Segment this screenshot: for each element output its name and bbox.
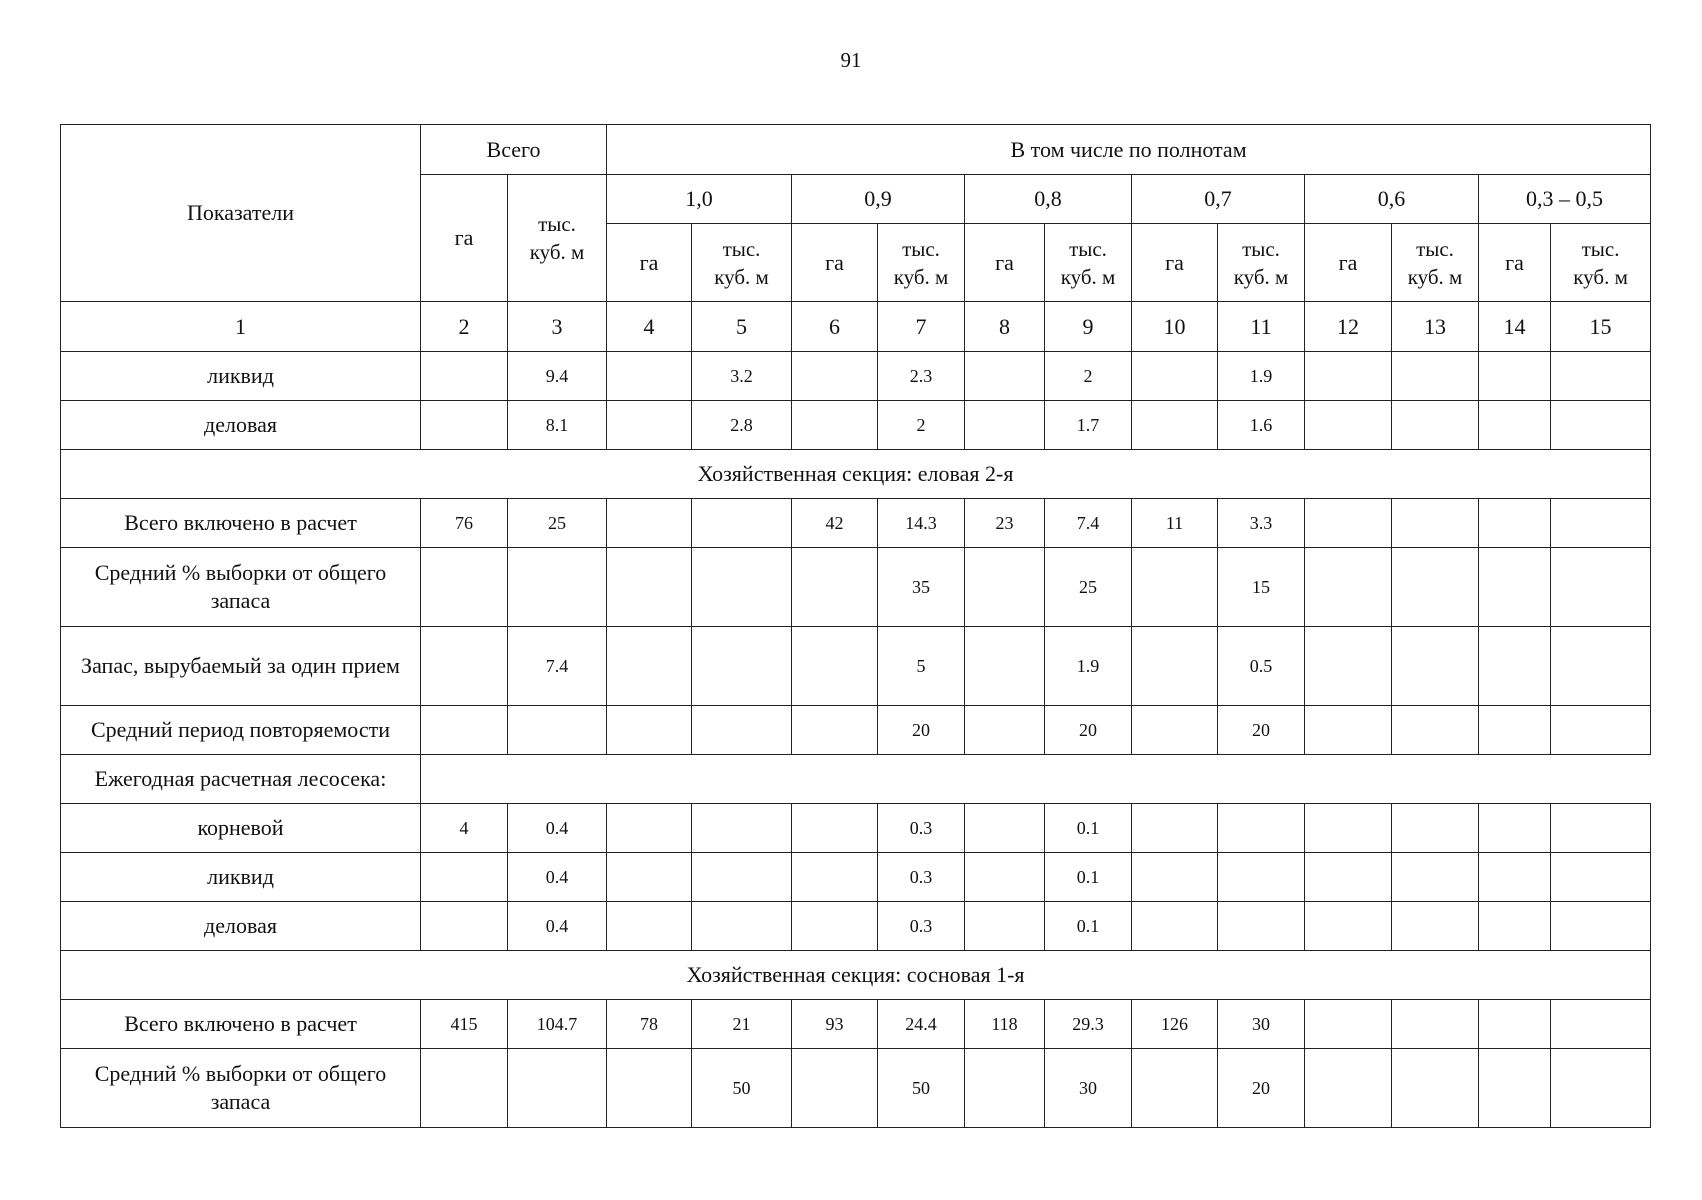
table-cell: 50 (878, 1049, 965, 1128)
table-cell: 25 (508, 499, 607, 548)
table-cell (1551, 499, 1651, 548)
table-cell (1392, 706, 1479, 755)
table-cell: 30 (1045, 1049, 1132, 1128)
table-cell: 0.4 (508, 804, 607, 853)
table-cell (421, 853, 508, 902)
table-cell: 0.4 (508, 853, 607, 902)
table-cell (1551, 1049, 1651, 1128)
column-number: 10 (1132, 302, 1218, 352)
table-cell: 20 (1218, 1049, 1305, 1128)
column-number: 11 (1218, 302, 1305, 352)
table-cell (1392, 853, 1479, 902)
by-density-header: В том числе по полнотам (607, 125, 1651, 175)
table-cell (1132, 548, 1218, 627)
section-title: Хозяйственная секция: сосновая 1-я (61, 951, 1651, 1000)
table-cell (1551, 352, 1651, 401)
column-number: 4 (607, 302, 692, 352)
table-cell: 118 (965, 1000, 1045, 1049)
table-cell (1305, 902, 1392, 951)
indicators-header: Показатели (61, 125, 421, 302)
table-cell (692, 627, 792, 706)
table-cell (692, 548, 792, 627)
table-cell (1551, 401, 1651, 450)
table-cell (421, 1049, 508, 1128)
table-cell (607, 902, 692, 951)
table-cell (1551, 706, 1651, 755)
table-cell (421, 401, 508, 450)
page-number: 91 (840, 48, 862, 72)
table-cell: 3.3 (1218, 499, 1305, 548)
blank-cell (421, 755, 1651, 804)
row-label: деловая (61, 902, 421, 951)
table-cell (1132, 853, 1218, 902)
row-label: Средний период повторяемости (61, 706, 421, 755)
unit-line: куб. м (1407, 264, 1463, 289)
column-number: 6 (792, 302, 878, 352)
column-number: 13 (1392, 302, 1479, 352)
table-cell (1479, 401, 1551, 450)
table-cell (1479, 352, 1551, 401)
table-cell: 5 (878, 627, 965, 706)
table-cell: 0.3 (878, 804, 965, 853)
table-cell: 15 (1218, 548, 1305, 627)
table-cell (421, 902, 508, 951)
column-number: 14 (1479, 302, 1551, 352)
table-cell: 11 (1132, 499, 1218, 548)
table-cell: 1.6 (1218, 401, 1305, 450)
table-cell: 2 (878, 401, 965, 450)
table-cell (792, 548, 878, 627)
volume-unit-header (1551, 224, 1651, 302)
table-cell (1551, 627, 1651, 706)
table-cell: 4 (421, 804, 508, 853)
table-cell (692, 804, 792, 853)
table-cell (1551, 853, 1651, 902)
volume-unit-header (1392, 224, 1479, 302)
table-cell (1479, 1049, 1551, 1128)
table-cell (1305, 804, 1392, 853)
table-cell (607, 401, 692, 450)
table-row (61, 706, 1651, 755)
table-cell (607, 352, 692, 401)
table-cell (792, 1049, 878, 1128)
table-cell (965, 627, 1045, 706)
table-cell (607, 706, 692, 755)
unit-line: тыс. (1242, 236, 1280, 261)
row-label: корневой (61, 804, 421, 853)
column-number: 15 (1551, 302, 1651, 352)
unit-line: куб. м (1233, 264, 1289, 289)
ha-unit-header: га (1479, 224, 1551, 302)
table-cell (692, 706, 792, 755)
table-cell: 7.4 (1045, 499, 1132, 548)
table-row (61, 902, 1651, 951)
row-label: Средний % выборки от общего запаса (61, 548, 421, 627)
table-cell (607, 804, 692, 853)
ha-unit-header: га (607, 224, 692, 302)
table-cell (1305, 627, 1392, 706)
unit-line: куб. м (893, 264, 949, 289)
table-cell (421, 706, 508, 755)
table-cell: 78 (607, 1000, 692, 1049)
column-number: 9 (1045, 302, 1132, 352)
table-cell: 1.7 (1045, 401, 1132, 450)
table-cell (1132, 627, 1218, 706)
total-ha-header: га (421, 175, 508, 302)
table-cell (1305, 499, 1392, 548)
table-cell (607, 627, 692, 706)
table-cell (1132, 706, 1218, 755)
table-cell: 9.4 (508, 352, 607, 401)
table-cell (508, 548, 607, 627)
column-number: 7 (878, 302, 965, 352)
row-label: Средний % выборки от общего запаса (61, 1049, 421, 1128)
volume-unit-header (878, 224, 965, 302)
table-cell (1551, 1000, 1651, 1049)
unit-line: тыс. (1581, 236, 1620, 261)
table-cell: 8.1 (508, 401, 607, 450)
table-cell (1551, 804, 1651, 853)
table-cell (1551, 548, 1651, 627)
volume-unit-header (1218, 224, 1305, 302)
unit-line: тыс. (1069, 236, 1107, 261)
section-row (61, 951, 1651, 1000)
table-cell (792, 401, 878, 450)
table-cell (1392, 627, 1479, 706)
table-cell (1305, 853, 1392, 902)
table-cell (1392, 804, 1479, 853)
table-cell (1218, 804, 1305, 853)
table-cell (1392, 352, 1479, 401)
table-cell: 2 (1045, 352, 1132, 401)
unit-line: тыс. (1416, 236, 1454, 261)
total-volume-header: тыс. куб. м (508, 175, 607, 302)
table-cell: 35 (878, 548, 965, 627)
table-cell (1392, 1049, 1479, 1128)
volume-unit-header (1045, 224, 1132, 302)
table-cell (1479, 548, 1551, 627)
table-cell (1305, 352, 1392, 401)
table-cell (1218, 902, 1305, 951)
density-header: 0,7 (1132, 175, 1305, 224)
table-cell (965, 706, 1045, 755)
column-number: 1 (61, 302, 421, 352)
table-cell: 0.1 (1045, 804, 1132, 853)
table-cell (792, 352, 878, 401)
table-cell (792, 706, 878, 755)
table-cell (1392, 1000, 1479, 1049)
table-cell (792, 902, 878, 951)
table-cell (965, 902, 1045, 951)
table-cell (508, 706, 607, 755)
table-cell: 1.9 (1045, 627, 1132, 706)
table-cell: 30 (1218, 1000, 1305, 1049)
table-cell: 20 (1045, 706, 1132, 755)
row-label: Всего включено в расчет (61, 499, 421, 548)
table-cell: 93 (792, 1000, 878, 1049)
column-number: 8 (965, 302, 1045, 352)
table-cell (1479, 1000, 1551, 1049)
table-cell (1305, 401, 1392, 450)
density-header: 0,6 (1305, 175, 1479, 224)
density-header: 0,8 (965, 175, 1132, 224)
table-cell (421, 352, 508, 401)
table-cell (792, 627, 878, 706)
table-cell (508, 1049, 607, 1128)
table-row (61, 548, 1651, 627)
table-cell (692, 499, 792, 548)
table-cell (1479, 902, 1551, 951)
table-cell: 50 (692, 1049, 792, 1128)
caption-row (61, 755, 1651, 804)
table-cell: 415 (421, 1000, 508, 1049)
table-cell: 20 (878, 706, 965, 755)
table-cell (1132, 352, 1218, 401)
unit-line: куб. м (714, 264, 769, 289)
table-cell (1392, 401, 1479, 450)
table-cell: 2.3 (878, 352, 965, 401)
table-cell (1305, 1000, 1392, 1049)
column-number: 5 (692, 302, 792, 352)
table-cell: 25 (1045, 548, 1132, 627)
table-cell: 14.3 (878, 499, 965, 548)
table-cell (607, 548, 692, 627)
table-cell (1479, 499, 1551, 548)
table-cell (1551, 902, 1651, 951)
table-cell (1392, 499, 1479, 548)
table-row (61, 627, 1651, 706)
table-row (61, 1000, 1651, 1049)
table-cell (1479, 706, 1551, 755)
table-cell (421, 548, 508, 627)
table-cell (792, 804, 878, 853)
table-row (61, 804, 1651, 853)
table-cell (1305, 1049, 1392, 1128)
unit-line: куб. м (1060, 264, 1116, 289)
table-row (61, 352, 1651, 401)
table-cell: 0.4 (508, 902, 607, 951)
table-cell (1305, 706, 1392, 755)
ha-unit-header: га (1305, 224, 1392, 302)
column-number: 3 (508, 302, 607, 352)
table-cell (1132, 1049, 1218, 1128)
section-row (61, 450, 1651, 499)
row-label: ликвид (61, 352, 421, 401)
table-cell (1392, 548, 1479, 627)
column-number: 2 (421, 302, 508, 352)
table-cell: 23 (965, 499, 1045, 548)
table-cell (965, 853, 1045, 902)
forest-data-table (60, 124, 1651, 1128)
table-row (61, 499, 1651, 548)
table-cell: 29.3 (1045, 1000, 1132, 1049)
table-row (61, 1049, 1651, 1128)
density-header: 0,9 (792, 175, 965, 224)
table-cell (692, 853, 792, 902)
table-cell (1305, 548, 1392, 627)
unit-line: тыс. (722, 236, 761, 261)
table-cell (1479, 804, 1551, 853)
row-label: деловая (61, 401, 421, 450)
table-cell (965, 548, 1045, 627)
row-label: Запас, вырубаемый за один прием (61, 627, 421, 706)
table-cell: 7.4 (508, 627, 607, 706)
table-cell: 104.7 (508, 1000, 607, 1049)
table-cell (607, 1049, 692, 1128)
total-header: Всего (421, 125, 607, 175)
ha-unit-header: га (792, 224, 878, 302)
table-cell (1392, 902, 1479, 951)
row-label: Ежегодная расчетная лесосека: (61, 755, 421, 804)
density-header: 0,3 – 0,5 (1479, 175, 1651, 224)
table-cell: 20 (1218, 706, 1305, 755)
table-cell (965, 804, 1045, 853)
table-cell: 3.2 (692, 352, 792, 401)
table-cell (1479, 627, 1551, 706)
table-cell: 0.3 (878, 853, 965, 902)
table-cell (692, 902, 792, 951)
table-cell: 0.3 (878, 902, 965, 951)
table-cell: 2.8 (692, 401, 792, 450)
column-number-row (61, 302, 1651, 352)
volume-unit-header (692, 224, 792, 302)
table-cell: 126 (1132, 1000, 1218, 1049)
section-title: Хозяйственная секция: еловая 2-я (61, 450, 1651, 499)
unit-line: куб. м (1573, 264, 1628, 289)
table-body (61, 352, 1651, 1128)
table-cell: 24.4 (878, 1000, 965, 1049)
table-cell: 42 (792, 499, 878, 548)
table-cell (965, 401, 1045, 450)
column-number: 12 (1305, 302, 1392, 352)
table-cell: 0.1 (1045, 902, 1132, 951)
table-cell: 0.5 (1218, 627, 1305, 706)
ha-unit-header: га (1132, 224, 1218, 302)
ha-unit-header: га (965, 224, 1045, 302)
table-cell (965, 1049, 1045, 1128)
table-row (61, 401, 1651, 450)
table-cell (965, 352, 1045, 401)
table-cell (421, 627, 508, 706)
table-cell (607, 499, 692, 548)
unit-line: тыс. (902, 236, 940, 261)
table-row (61, 853, 1651, 902)
row-label: Всего включено в расчет (61, 1000, 421, 1049)
table-cell (1132, 902, 1218, 951)
row-label: ликвид (61, 853, 421, 902)
table-cell (792, 853, 878, 902)
table-cell: 0.1 (1045, 853, 1132, 902)
table-header (61, 125, 1651, 352)
table-cell: 76 (421, 499, 508, 548)
table-cell (1479, 853, 1551, 902)
table-cell (1132, 401, 1218, 450)
density-header: 1,0 (607, 175, 792, 224)
table-cell (1218, 853, 1305, 902)
table-cell (1132, 804, 1218, 853)
table-cell: 21 (692, 1000, 792, 1049)
table-cell: 1.9 (1218, 352, 1305, 401)
table-cell (607, 853, 692, 902)
